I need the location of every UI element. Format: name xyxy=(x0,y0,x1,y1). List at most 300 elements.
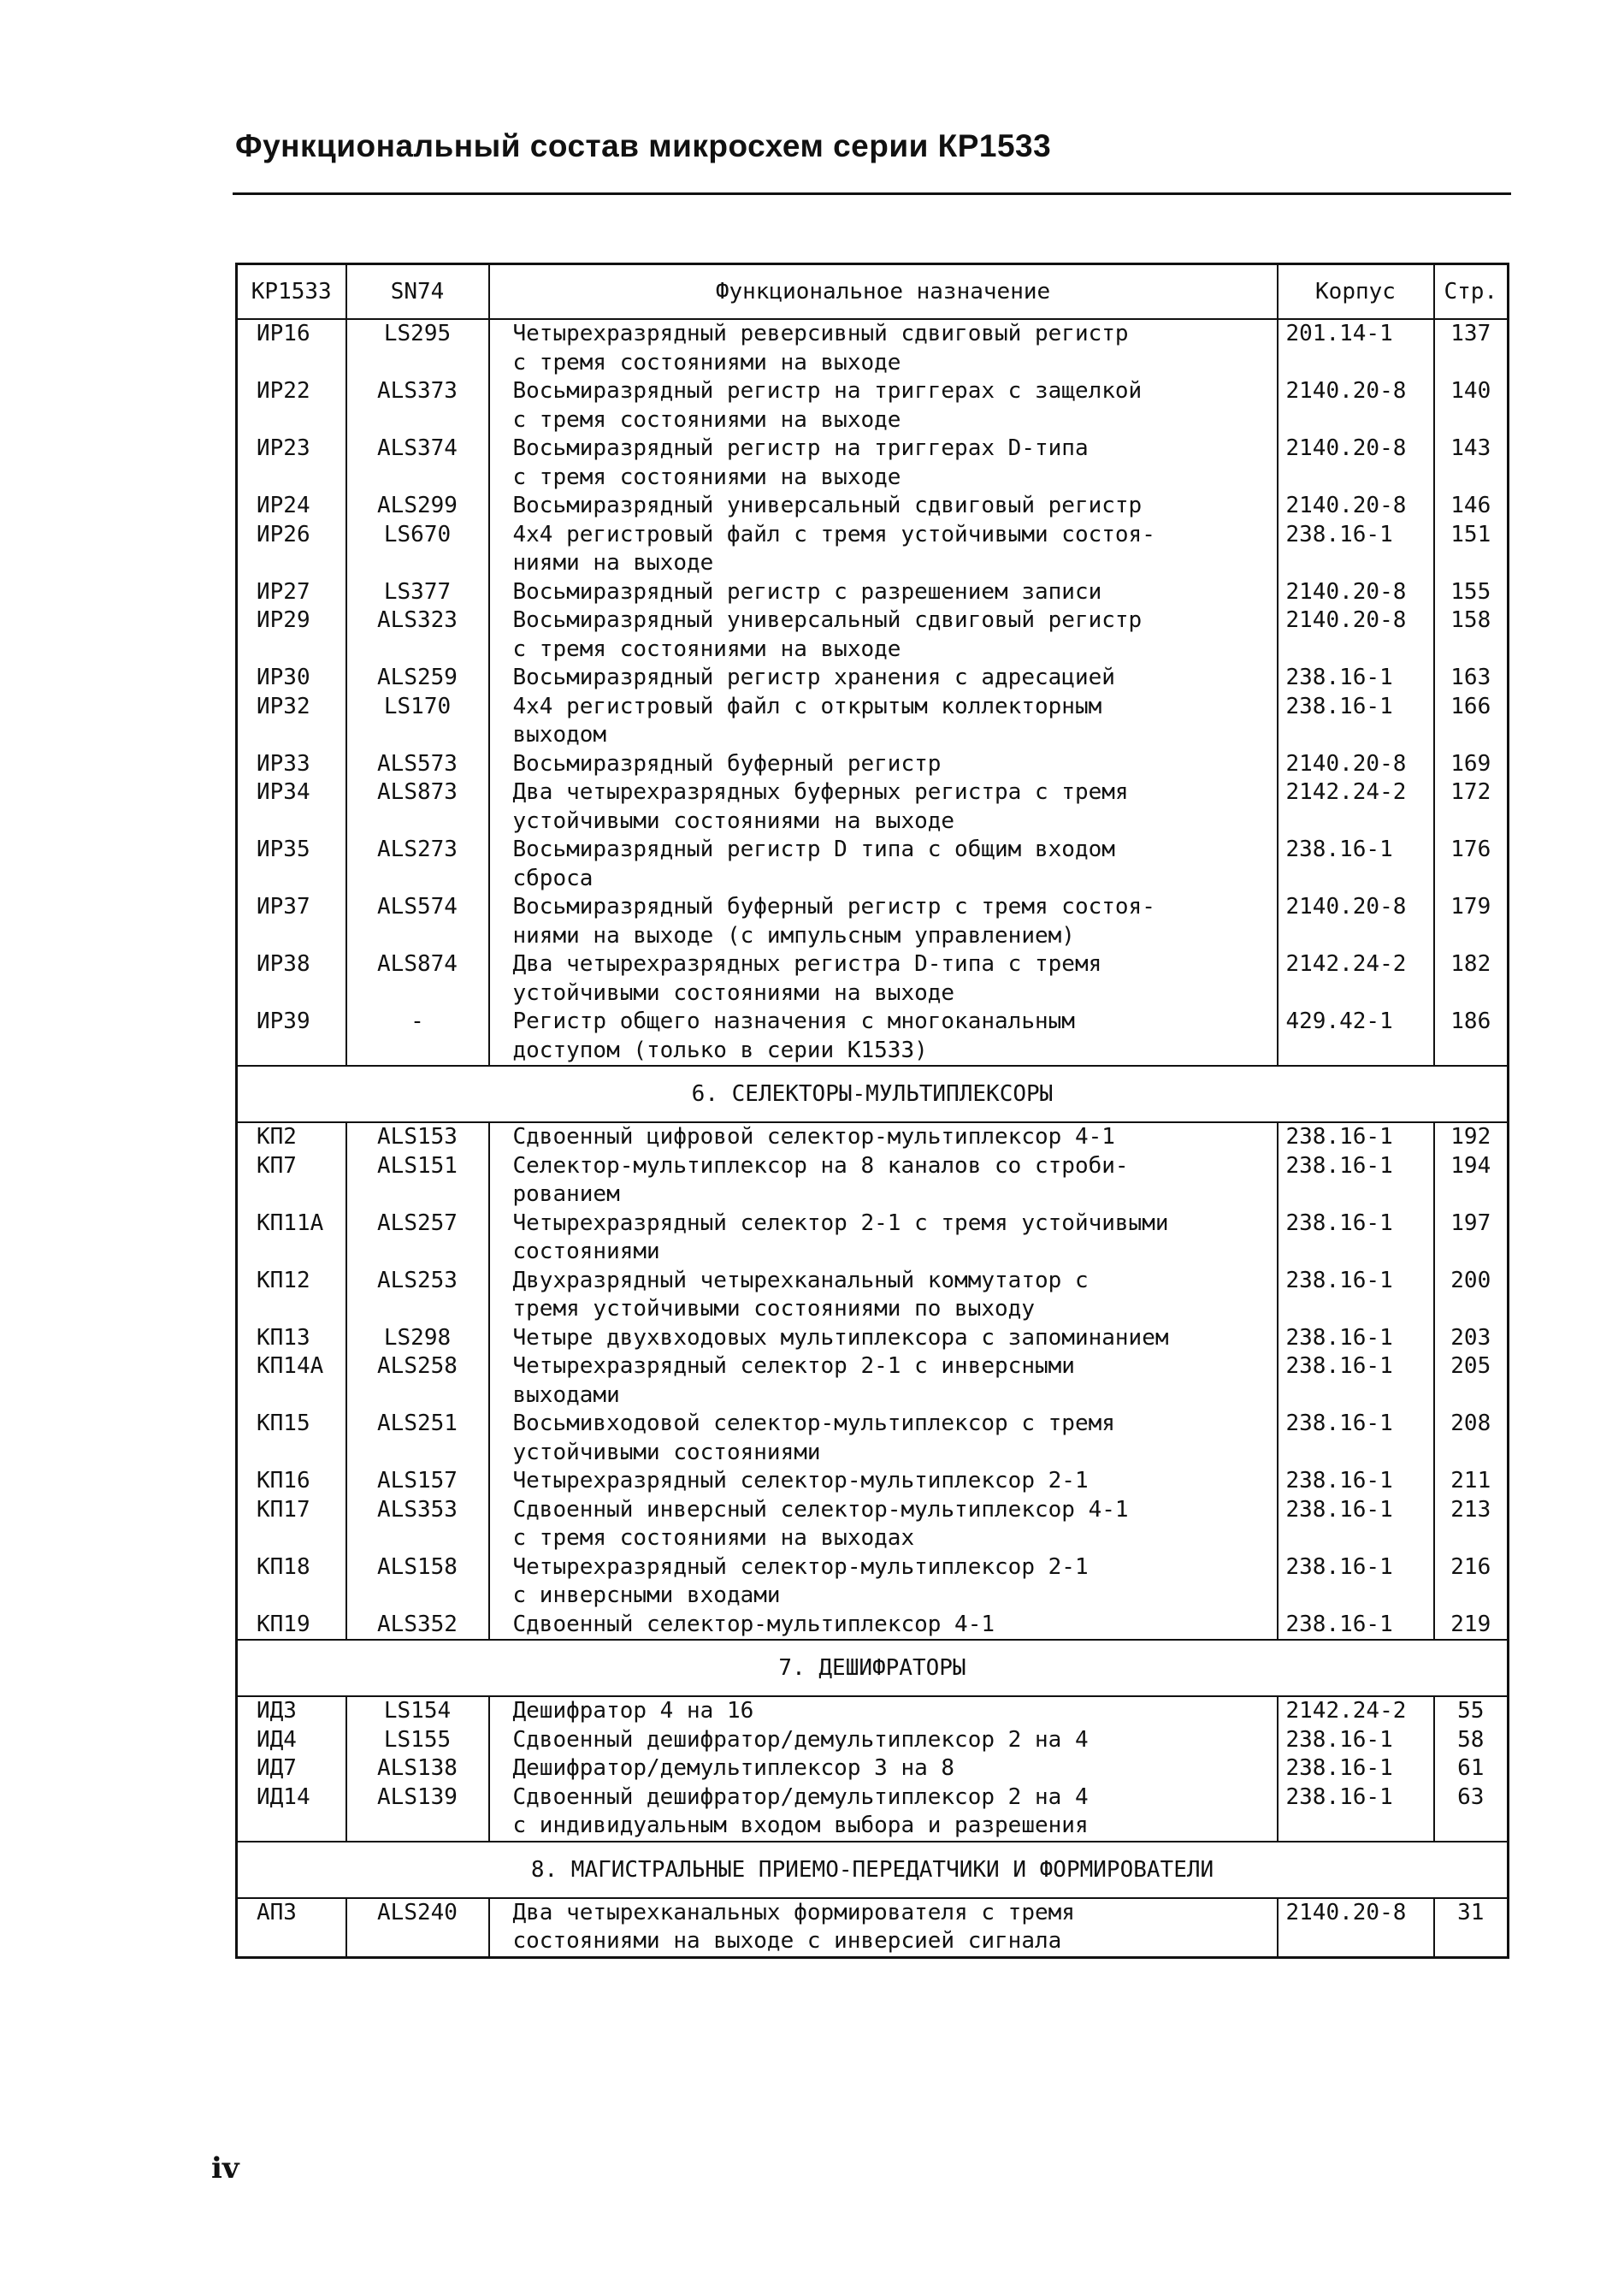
kr1533-cell: ИР39 xyxy=(257,1008,310,1034)
sn74-cell: - xyxy=(410,1008,424,1034)
package-cell: 2140.20-8 xyxy=(1285,1899,1407,1925)
list-item xyxy=(347,1152,488,1210)
function-line: состояниями xyxy=(512,1239,660,1264)
package-cell: 238.16-1 xyxy=(1285,1210,1393,1236)
list-item xyxy=(347,664,488,693)
list-item xyxy=(513,1324,1277,1353)
list-item xyxy=(1286,750,1433,779)
function-line: с инверсными входами xyxy=(512,1582,781,1608)
package-cell: 2140.20-8 xyxy=(1285,894,1407,920)
function-line: Дешифратор 4 на 16 xyxy=(512,1698,754,1724)
list-item xyxy=(347,578,488,607)
package-cell: 238.16-1 xyxy=(1285,1152,1393,1179)
list-item xyxy=(1286,836,1433,893)
kr1533-cell: КП11А xyxy=(257,1210,324,1236)
package-cell: 2142.24-2 xyxy=(1285,1698,1407,1724)
sn74-cell-column xyxy=(346,1122,489,1640)
list-item xyxy=(513,1783,1277,1841)
kr1533-cell-column xyxy=(237,319,346,1066)
package-cell: 201.14-1 xyxy=(1285,321,1393,346)
page-cell: 176 xyxy=(1450,837,1491,862)
page-title: Функциональный состав микросхем серии КР1533 xyxy=(235,128,1052,163)
kr1533-cell: ИР35 xyxy=(257,837,310,862)
list-item xyxy=(1435,1754,1508,1783)
sn74-cell: ALS138 xyxy=(377,1755,458,1781)
kr1533-cell: ИР16 xyxy=(257,321,310,346)
list-item xyxy=(347,1467,488,1496)
kr1533-cell: ИР30 xyxy=(257,665,310,690)
section-header xyxy=(237,1842,1509,1898)
function-line: Четыре двухвходовых мультиплексора с запоминанием xyxy=(512,1324,1169,1351)
kr1533-cell: ИР37 xyxy=(257,894,310,920)
function-line: Двухразрядный четырехканальный коммутатор с xyxy=(512,1267,1089,1293)
function-line: 4x4 регистровый файл с тремя устойчивыми состоя- xyxy=(512,521,1155,547)
list-item xyxy=(1435,1210,1508,1267)
function-cell-column xyxy=(489,1122,1278,1640)
list-item xyxy=(513,664,1277,693)
sn74-cell: LS295 xyxy=(383,321,452,346)
function-line: с индивидуальным входом выбора и разрешения xyxy=(512,1813,1089,1838)
list-item xyxy=(1435,578,1508,607)
sn74-cell-column xyxy=(346,319,489,1066)
list-item xyxy=(1435,1123,1508,1152)
function-line: Сдвоенный дешифратор/демультиплексор 2 на 4 xyxy=(512,1726,1089,1753)
page-cell: 205 xyxy=(1450,1353,1491,1379)
page-cell-column xyxy=(1434,1696,1509,1842)
list-item xyxy=(347,492,488,521)
package-cell: 2142.24-2 xyxy=(1285,951,1407,977)
list-item xyxy=(1286,1553,1433,1611)
page-cell: 31 xyxy=(1457,1899,1485,1925)
list-item xyxy=(513,1267,1277,1324)
function-line: Четырехразрядный селектор-мультиплексор 2-1 xyxy=(512,1468,1089,1493)
list-item xyxy=(1435,435,1508,492)
list-item xyxy=(347,1697,488,1726)
package-cell-column xyxy=(1278,1122,1434,1640)
list-item xyxy=(257,377,345,435)
list-item xyxy=(513,950,1277,1008)
list-item xyxy=(1286,1726,1433,1755)
list-item xyxy=(1286,1899,1433,1956)
list-item xyxy=(347,606,488,664)
page-cell: 166 xyxy=(1450,693,1491,719)
function-line: Четырехразрядный селектор 2-1 с инверсными xyxy=(512,1353,1075,1379)
package-cell: 238.16-1 xyxy=(1285,1353,1393,1379)
list-item xyxy=(513,836,1277,893)
list-item xyxy=(1286,1783,1433,1841)
sn74-cell: ALS153 xyxy=(377,1124,458,1150)
section-header xyxy=(237,1066,1509,1122)
list-item xyxy=(513,1754,1277,1783)
sn74-cell: LS154 xyxy=(383,1698,452,1724)
function-line: Дешифратор/демультиплексор 3 на 8 xyxy=(512,1755,955,1781)
list-item xyxy=(513,1726,1277,1755)
page-cell: 197 xyxy=(1450,1210,1491,1236)
sn74-cell: LS155 xyxy=(383,1726,452,1753)
function-line: Восьмиразрядный регистр D типа с общим входом xyxy=(512,837,1115,862)
sn74-cell: ALS257 xyxy=(377,1210,458,1236)
package-cell: 238.16-1 xyxy=(1285,1611,1393,1637)
sn74-cell: ALS258 xyxy=(377,1353,458,1379)
kr1533-cell: ИР32 xyxy=(257,693,310,719)
function-line: состояниями на выходе с инверсией сигнала xyxy=(512,1928,1062,1954)
header-sn74: SN74 xyxy=(346,264,489,320)
package-cell: 238.16-1 xyxy=(1285,1124,1393,1150)
list-item xyxy=(347,377,488,435)
package-cell: 2140.20-8 xyxy=(1285,607,1407,633)
list-item xyxy=(513,778,1277,836)
package-cell: 238.16-1 xyxy=(1285,1411,1393,1436)
list-item xyxy=(347,1783,488,1841)
sn74-cell: ALS253 xyxy=(377,1267,458,1293)
kr1533-cell: ИД4 xyxy=(257,1726,297,1753)
list-item xyxy=(1435,1267,1508,1324)
package-cell: 238.16-1 xyxy=(1285,665,1393,690)
page-cell: 163 xyxy=(1450,665,1491,690)
sn74-cell: ALS299 xyxy=(377,493,458,518)
sn74-cell: ALS139 xyxy=(377,1783,458,1810)
table-body xyxy=(237,319,1509,1957)
function-line: Четырехразрядный реверсивный сдвиговый регистр xyxy=(512,321,1129,346)
list-item xyxy=(257,1611,345,1640)
function-line: рованием xyxy=(512,1181,620,1207)
list-item xyxy=(347,750,488,779)
list-item xyxy=(513,1899,1277,1956)
list-item xyxy=(1286,693,1433,750)
function-line: устойчивыми состояниями xyxy=(512,1439,821,1465)
list-item xyxy=(1286,1467,1433,1496)
list-item xyxy=(1435,606,1508,664)
list-item xyxy=(1286,1123,1433,1152)
kr1533-cell: ИД7 xyxy=(257,1755,297,1781)
package-cell: 238.16-1 xyxy=(1285,693,1393,719)
title-rule xyxy=(233,192,1511,195)
list-item xyxy=(1435,492,1508,521)
list-item xyxy=(1286,521,1433,578)
list-item xyxy=(1435,1008,1508,1065)
sn74-cell: ALS151 xyxy=(377,1152,458,1179)
function-line: тремя устойчивыми состояниями по выходу xyxy=(512,1296,1035,1322)
kr1533-cell: КП12 xyxy=(257,1267,310,1293)
list-item xyxy=(1286,1754,1433,1783)
list-item xyxy=(513,578,1277,607)
page-cell: 169 xyxy=(1450,750,1491,777)
package-cell: 238.16-1 xyxy=(1285,1267,1393,1293)
list-item xyxy=(347,435,488,492)
sn74-cell: ALS374 xyxy=(377,435,458,461)
sn74-cell: ALS353 xyxy=(377,1496,458,1523)
page-cell: 158 xyxy=(1450,607,1491,633)
section-title: 8. МАГИСТРАЛЬНЫЕ ПРИЕМО-ПЕРЕДАТЧИКИ И ФОРМИРОВАТЕЛИ xyxy=(237,1842,1509,1898)
function-line: Восьмиразрядный буферный регистр с тремя состоя- xyxy=(512,894,1155,920)
table-row-group xyxy=(237,1898,1509,1958)
function-line: устойчивыми состояниями на выходе xyxy=(512,979,955,1006)
sn74-cell: ALS323 xyxy=(377,607,458,633)
list-item xyxy=(1286,1008,1433,1065)
sn74-cell: LS170 xyxy=(383,693,452,719)
sn74-cell: ALS874 xyxy=(377,951,458,977)
list-item xyxy=(1286,893,1433,950)
list-item xyxy=(1286,1410,1433,1467)
function-line: с тремя состояниями на выходах xyxy=(512,1525,915,1551)
list-item xyxy=(257,1267,345,1324)
function-line: сброса xyxy=(512,865,593,891)
list-item xyxy=(347,893,488,950)
list-item xyxy=(1435,1410,1508,1467)
kr1533-cell: ИР24 xyxy=(257,493,310,518)
page-cell: 194 xyxy=(1450,1152,1491,1179)
kr1533-cell: ИР29 xyxy=(257,607,310,633)
package-cell: 238.16-1 xyxy=(1285,837,1393,862)
list-item xyxy=(347,1008,488,1065)
list-item xyxy=(257,320,345,377)
package-cell: 238.16-1 xyxy=(1285,521,1393,547)
function-line: Сдвоенный дешифратор/демультиплексор 2 на 4 xyxy=(512,1783,1089,1810)
list-item xyxy=(257,1352,345,1410)
kr1533-cell-column xyxy=(237,1898,346,1958)
package-cell: 238.16-1 xyxy=(1285,1468,1393,1493)
list-item xyxy=(347,1754,488,1783)
package-cell: 2140.20-8 xyxy=(1285,435,1407,461)
function-line: Восьмиразрядный универсальный сдвиговый регистр xyxy=(512,493,1143,518)
page-cell: 63 xyxy=(1457,1783,1485,1810)
sn74-cell: ALS157 xyxy=(377,1468,458,1493)
page-cell: 203 xyxy=(1450,1324,1491,1351)
kr1533-cell: ИД14 xyxy=(257,1783,310,1810)
list-item xyxy=(513,893,1277,950)
list-item xyxy=(1286,1324,1433,1353)
page-cell-column xyxy=(1434,1898,1509,1958)
table-row-group xyxy=(237,319,1509,1066)
package-cell: 2140.20-8 xyxy=(1285,750,1407,777)
package-cell-column xyxy=(1278,1898,1434,1958)
list-item xyxy=(257,664,345,693)
function-line: Восьмиразрядный регистр на триггерах с защелкой xyxy=(512,378,1143,404)
list-item xyxy=(257,1754,345,1783)
kr1533-cell: КП7 xyxy=(257,1152,297,1179)
function-line: Восьмиразрядный универсальный сдвиговый регистр xyxy=(512,607,1143,633)
list-item xyxy=(1286,950,1433,1008)
function-cell-column xyxy=(489,319,1278,1066)
page-cell: 151 xyxy=(1450,521,1491,547)
page-cell: 179 xyxy=(1450,894,1491,920)
list-item xyxy=(1435,950,1508,1008)
sn74-cell-column xyxy=(346,1696,489,1842)
list-item xyxy=(257,778,345,836)
function-cell-column xyxy=(489,1898,1278,1958)
list-item xyxy=(1435,1697,1508,1726)
list-item xyxy=(1286,606,1433,664)
kr1533-cell-column xyxy=(237,1122,346,1640)
function-line: Восьмиразрядный регистр хранения с адресацией xyxy=(512,665,1115,690)
function-line: Сдвоенный селектор-мультиплексор 4-1 xyxy=(512,1611,995,1637)
list-item xyxy=(347,1899,488,1956)
list-item xyxy=(513,435,1277,492)
kr1533-cell: КП15 xyxy=(257,1411,310,1436)
list-item xyxy=(1286,1697,1433,1726)
page-cell: 186 xyxy=(1450,1008,1491,1034)
list-item xyxy=(513,377,1277,435)
package-cell: 238.16-1 xyxy=(1285,1755,1393,1781)
page-cell: 58 xyxy=(1457,1726,1485,1753)
package-cell: 2140.20-8 xyxy=(1285,493,1407,518)
list-item xyxy=(513,1611,1277,1640)
list-item xyxy=(257,1496,345,1553)
list-item xyxy=(513,1496,1277,1553)
list-item xyxy=(257,1410,345,1467)
list-item xyxy=(1435,693,1508,750)
list-item xyxy=(257,1697,345,1726)
list-item xyxy=(257,1123,345,1152)
page-cell: 155 xyxy=(1450,578,1491,605)
list-item xyxy=(347,950,488,1008)
list-item xyxy=(347,521,488,578)
page-cell: 216 xyxy=(1450,1553,1491,1580)
function-line: с тремя состояниями на выходе xyxy=(512,636,901,662)
kr1533-cell: ИР27 xyxy=(257,578,310,605)
list-item xyxy=(1286,1152,1433,1210)
kr1533-cell: КП17 xyxy=(257,1496,310,1523)
page-cell: 219 xyxy=(1450,1611,1491,1637)
kr1533-cell: ИР23 xyxy=(257,435,310,461)
sn74-cell: ALS158 xyxy=(377,1553,458,1580)
page-cell: 137 xyxy=(1450,321,1491,346)
list-item xyxy=(257,606,345,664)
package-cell: 2140.20-8 xyxy=(1285,378,1407,404)
list-item xyxy=(257,750,345,779)
list-item xyxy=(513,492,1277,521)
kr1533-cell: КП14А xyxy=(257,1353,324,1379)
list-item xyxy=(1435,1152,1508,1210)
list-item xyxy=(513,1553,1277,1611)
list-item xyxy=(347,836,488,893)
package-cell: 2140.20-8 xyxy=(1285,578,1407,605)
sn74-cell: ALS259 xyxy=(377,665,458,690)
list-item xyxy=(1435,1611,1508,1640)
page-cell: 143 xyxy=(1450,435,1491,461)
function-line: Восьмиразрядный регистр на триггерах D-типа xyxy=(512,435,1089,461)
page-cell: 172 xyxy=(1450,779,1491,805)
list-item xyxy=(347,1410,488,1467)
function-line: с тремя состояниями на выходе xyxy=(512,406,901,433)
kr1533-cell: КП19 xyxy=(257,1611,310,1637)
list-item xyxy=(347,1611,488,1640)
function-line: выходом xyxy=(512,722,607,748)
list-item xyxy=(1435,521,1508,578)
list-item xyxy=(1286,377,1433,435)
package-cell: 238.16-1 xyxy=(1285,1553,1393,1580)
list-item xyxy=(347,1553,488,1611)
function-cell-column xyxy=(489,1696,1278,1842)
list-item xyxy=(347,1352,488,1410)
list-item xyxy=(513,1152,1277,1210)
list-item xyxy=(1286,1496,1433,1553)
list-item xyxy=(257,1467,345,1496)
function-line: устойчивыми состояниями на выходе xyxy=(512,807,955,834)
list-item xyxy=(1286,1352,1433,1410)
page-cell: 140 xyxy=(1450,378,1491,404)
table-row-group xyxy=(237,1122,1509,1640)
list-item xyxy=(1286,320,1433,377)
list-item xyxy=(1286,664,1433,693)
list-item xyxy=(257,1899,345,1956)
list-item xyxy=(1286,492,1433,521)
function-line: доступом (только в серии К1533) xyxy=(512,1037,928,1063)
page-cell: 211 xyxy=(1450,1468,1491,1493)
list-item xyxy=(513,750,1277,779)
package-cell-column xyxy=(1278,319,1434,1066)
package-cell: 238.16-1 xyxy=(1285,1783,1393,1810)
list-item xyxy=(257,836,345,893)
list-item xyxy=(1435,664,1508,693)
list-item xyxy=(347,1726,488,1755)
list-item xyxy=(257,893,345,950)
page-cell: 61 xyxy=(1457,1755,1485,1781)
package-cell: 238.16-1 xyxy=(1285,1324,1393,1351)
page-cell-column xyxy=(1434,319,1509,1066)
function-line: Сдвоенный инверсный селектор-мультиплексор 4-1 xyxy=(512,1496,1129,1523)
page-cell: 146 xyxy=(1450,493,1491,518)
list-item xyxy=(1286,578,1433,607)
list-item xyxy=(257,435,345,492)
kr1533-cell: ИР22 xyxy=(257,378,310,404)
list-item xyxy=(347,1267,488,1324)
list-item xyxy=(257,521,345,578)
table-row-group xyxy=(237,1696,1509,1842)
list-item xyxy=(1435,1899,1508,1956)
sn74-cell: ALS873 xyxy=(377,779,458,805)
list-item xyxy=(1435,750,1508,779)
list-item xyxy=(347,1496,488,1553)
list-item xyxy=(347,1123,488,1152)
sn74-cell: LS298 xyxy=(383,1324,452,1351)
function-table xyxy=(235,263,1509,1959)
sn74-cell: ALS352 xyxy=(377,1611,458,1637)
list-item xyxy=(1286,435,1433,492)
list-item xyxy=(257,1324,345,1353)
list-item xyxy=(1435,1553,1508,1611)
list-item xyxy=(513,1210,1277,1267)
function-line: Два четырехразрядных регистра D-типа с тремя xyxy=(512,951,1102,977)
function-line: Восьмиразрядный буферный регистр xyxy=(512,750,942,777)
list-item xyxy=(257,492,345,521)
sn74-cell: LS670 xyxy=(383,521,452,547)
kr1533-cell: ИР33 xyxy=(257,750,310,777)
section-title: 7. ДЕШИФРАТОРЫ xyxy=(237,1640,1509,1696)
package-cell: 238.16-1 xyxy=(1285,1496,1393,1523)
function-line: Восьмиразрядный регистр с разрешением записи xyxy=(512,578,1102,605)
list-item xyxy=(1435,778,1508,836)
sn74-cell: ALS574 xyxy=(377,894,458,920)
function-line: выходами xyxy=(512,1381,620,1408)
page-cell: 192 xyxy=(1450,1124,1491,1150)
list-item xyxy=(257,1008,345,1065)
sn74-cell: ALS251 xyxy=(377,1411,458,1436)
list-item xyxy=(257,1783,345,1841)
header-package: Корпус xyxy=(1278,264,1434,320)
table-header xyxy=(237,264,1509,320)
list-item xyxy=(513,1410,1277,1467)
list-item xyxy=(1286,1611,1433,1640)
kr1533-cell: ИР26 xyxy=(257,521,310,547)
list-item xyxy=(1435,1324,1508,1353)
function-line: Регистр общего назначения с многоканальным xyxy=(512,1008,1075,1034)
sn74-cell: ALS240 xyxy=(377,1899,458,1925)
list-item xyxy=(513,1467,1277,1496)
sn74-cell: ALS273 xyxy=(377,837,458,862)
list-item xyxy=(347,1210,488,1267)
list-item xyxy=(257,950,345,1008)
